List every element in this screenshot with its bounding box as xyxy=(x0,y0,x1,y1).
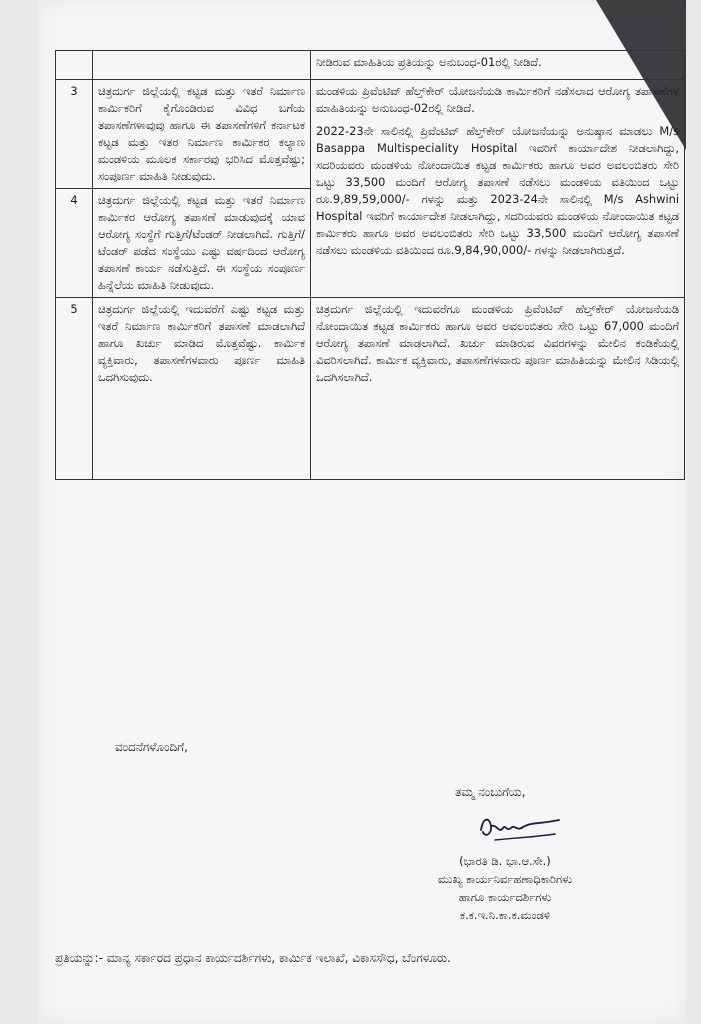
question-cell: ಚಿತ್ರದುರ್ಗ ಜಿಲ್ಲೆಯಲ್ಲಿ ಕಟ್ಟಡ ಮತ್ತು ಇತರೆ ನಿರ್ಮಾಣ ಕಾರ್ಮಿಕರ ಆರೋಗ್ಯ ತಪಾಸಣೆ ಮಾಡುವುದಕ್ಕೆ ಯಾವ ಆರೋಗ್ಯ ಸಂಸ್ಥೆಗೆ ಗುತ್ತಿಗೆ/ಟೆಂಡರ್ ನೀಡಲಾಗಿದೆ. ಗುತ್ತಿಗೆ/ಟೆಂಡರ್ ಪಡೆದ ಸಂಸ್ಥೆಯು ಎಷ್ಟು ವರ್ಷದಿಂದ ಆರೋಗ್ಯ ತಪಾಸಣೆ ಕಾರ್ಯ ನಡೆಸುತ್ತಿದೆ. ಈ ಸಂಸ್ಥೆಯ ಸಂಪೂರ್ಣ ಹಿನ್ನೆಲೆಯ ಮಾಹಿತಿ ನೀಡುವುದು. xyxy=(93,189,311,298)
signatory-name: (ಭಾರತಿ ಡಿ. ಭಾ.ಆ.ಸೇ.) xyxy=(459,854,551,868)
row-number: 3 xyxy=(56,80,93,189)
signatory-designation: ಮುಖ್ಯ ಕಾರ್ಯನಿರ್ವಹಣಾಧಿಕಾರಿಗಳು xyxy=(437,872,573,886)
question-cell: ಚಿತ್ರದುರ್ಗ ಜಿಲ್ಲೆಯಲ್ಲಿ ಕಟ್ಟಡ ಮತ್ತು ಇತರೆ ನಿರ್ಮಾಣ ಕಾರ್ಮಿಕರಿಗೆ ಕೈಗೊಂಡಿರುವ ವಿವಿಧ ಬಗೆಯ ತಪಾಸಣೆಗಳಾವುವು ಹಾಗೂ ಈ ತಪಾಸಣೆಗಳಿಗೆ ಕರ್ನಾಟಕ ಕಟ್ಟಡ ಮತ್ತು ಇತರ ನಿರ್ಮಾಣ ಕಾರ್ಮಿಕರ ಕಲ್ಯಾಣ ಮಂಡಳಿಯ ಮೂಲಕ ಸರ್ಕಾರವು ಭರಿಸಿದ ಮೊತ್ತವೆಷ್ಟು; ಸಂಪೂರ್ಣ ಮಾಹಿತಿ ನೀಡುವುದು. xyxy=(93,80,311,189)
copy-to-line: ಪ್ರತಿಯನ್ನು:- ಮಾನ್ಯ ಸರ್ಕಾರದ ಪ್ರಧಾನ ಕಾರ್ಯದರ್ಶಿಗಳು, ಕಾರ್ಮಿಕ ಇಲಾಖೆ, ವಿಕಾಸಸೌಧ, ಬೆಂಗಳೂರು. xyxy=(55,951,451,965)
answer-paragraph: 2022-23ನೇ ಸಾಲಿನಲ್ಲಿ ಪ್ರಿವೆಂಟಿವ್ ಹೆಲ್ತ್‌ಕೇರ್ ಯೋಜನೆಯನ್ನು ಅನುಷ್ಠಾನ ಮಾಡಲು M/s Basappa Multispeciality Hospital ಇವರಿಗೆ ಕಾರ್ಯಾದೇಶ ನೀಡಲಾಗಿದ್ದು, ಸದರಿಯವರು ಮಂಡಳಿಯ ನೋಂದಾಯಿತ ಕಟ್ಟಡ ಕಾರ್ಮಿಕರು ಹಾಗೂ ಅವರ ಅವಲಂಬಿತರು ಸೇರಿ ಒಟ್ಟು 33,500 ಮಂದಿಗೆ ಆರೋಗ್ಯ ತಪಾಸಣೆ ನಡೆಸಲು ಮಂಡಳಿಯ ವತಿಯಿಂದ ಒಟ್ಟು ರೂ.9,89,59,000/- ಗಳನ್ನು ಮತ್ತು 2023-24ನೇ ಸಾಲಿನಲ್ಲಿ M/s Ashwini Hospital ಇವರಿಗೆ ಕಾರ್ಯಾದೇಶ ನೀಡಲಾಗಿದ್ದು, ಸದರಿಯವರು ಮಂಡಳಿಯ ನೋಂದಾಯಿತ ಕಟ್ಟಡ ಕಾರ್ಮಿಕರು ಹಾಗೂ ಅವರ ಅವಲಂಬಿತರು ಸೇರಿ ಒಟ್ಟು 33,500 ಮಂದಿಗೆ ಆರೋಗ್ಯ ತಪಾಸಣೆ ನಡೆಸಲು ಮಂಡಳಿಯ ವತಿಯಿಂದ ರೂ.9,84,90,000/- ಗಳನ್ನು ನೀಡಲಾಗಿರುತ್ತದೆ. xyxy=(316,124,679,257)
answer-paragraph: ಚಿತ್ರದುರ್ಗ ಜಿಲ್ಲೆಯಲ್ಲಿ ಇದುವರೆಗೂ ಮಂಡಳಿಯ ಪ್ರಿವೆಂಟಿವ್ ಹೆಲ್ತ್‌ಕೇರ್ ಯೋಜನೆಯಡಿ ನೋಂದಾಯಿತ ಕಟ್ಟಡ ಕಾರ್ಮಿಕರು ಹಾಗೂ ಅವರ ಅವಲಂಬಿತರು ಸೇರಿ ಒಟ್ಟು 67,000 ಮಂದಿಗೆ ಆರೋಗ್ಯ ತಪಾಸಣೆ ಮಾಡಲಾಗಿದೆ. ಖರ್ಚು ಮಾಡಿರುವ ವಿವರಗಳನ್ನು ಮೇಲಿನ ಕಂಡಿಕೆಯಲ್ಲಿ ವಿವರಿಸಲಾಗಿದೆ. ಕಾರ್ಮಿಕ ವ್ಯಕ್ತಿವಾರು, ತಪಾಸಣೆಗಳವಾರು ಪೂರ್ಣ ಮಾಹಿತಿಯನ್ನು ಮೇಲಿನ ಸಿಡಿಯಲ್ಲಿ ಒದಗಿಸಲಾಗಿದೆ. xyxy=(316,302,679,384)
yours-faithfully: ತಮ್ಮ ನಂಬುಗೆಯ, xyxy=(455,785,526,799)
signatory-block xyxy=(390,852,620,924)
table-row xyxy=(56,51,685,80)
qa-table xyxy=(55,50,685,480)
row-number: 4 xyxy=(56,189,93,298)
answer-paragraph: ಮಂಡಳಿಯ ಪ್ರಿವೆಂಟಿವ್ ಹೆಲ್ತ್‌ಕೇರ್ ಯೋಜನೆಯಡಿ ಕಾರ್ಮಿಕರಿಗೆ ನಡೆಸಲಾದ ಆರೋಗ್ಯ ತಪಾಸಣೆಗಳ ಮಾಹಿತಿಯನ್ನು ಅನುಬಂಧ-02ರಲ್ಲಿ ನೀಡಿದೆ. xyxy=(316,84,679,115)
question-cell: ಚಿತ್ರದುರ್ಗ ಜಿಲ್ಲೆಯಲ್ಲಿ ಇದುವರೆಗೆ ಎಷ್ಟು ಕಟ್ಟಡ ಮತ್ತು ಇತರೆ ನಿರ್ಮಾಣ ಕಾರ್ಮಿಕರಿಗೆ ತಪಾಸಣೆ ಮಾಡಲಾಗಿದೆ ಹಾಗೂ ಖರ್ಚು ಮಾಡಿದ ಮೊತ್ತವೆಷ್ಟು. ಕಾರ್ಮಿಕ ವ್ಯಕ್ತಿವಾರು, ತಪಾಸಣೆಗಳವಾರು ಪೂರ್ಣ ಮಾಹಿತಿ ಒದಗಿಸುವುದು. xyxy=(93,298,311,480)
signatory-organization: ಕ.ಕ.ಇ.ನಿ.ಕಾ.ಕ.ಮಂಡಳಿ xyxy=(459,908,551,922)
answer-cell xyxy=(311,298,685,480)
closing-greeting: ವಂದನೆಗಳೊಂದಿಗೆ, xyxy=(115,740,188,754)
table-row xyxy=(56,298,685,480)
row-number: 5 xyxy=(56,298,93,480)
question-cell xyxy=(93,51,311,80)
answer-cell xyxy=(311,80,685,298)
answer-paragraph: ನೀಡಿರುವ ಮಾಹಿತಿಯ ಪ್ರತಿಯನ್ನು ಅನುಬಂಧ-01ರಲ್ಲಿ ನೀಡಿದೆ. xyxy=(316,55,542,69)
row-number xyxy=(56,51,93,80)
table-row xyxy=(56,80,685,189)
answer-cell xyxy=(311,51,685,80)
handwritten-signature xyxy=(475,808,565,848)
signatory-designation: ಹಾಗೂ ಕಾರ್ಯದರ್ಶಿಗಳು xyxy=(458,890,552,904)
